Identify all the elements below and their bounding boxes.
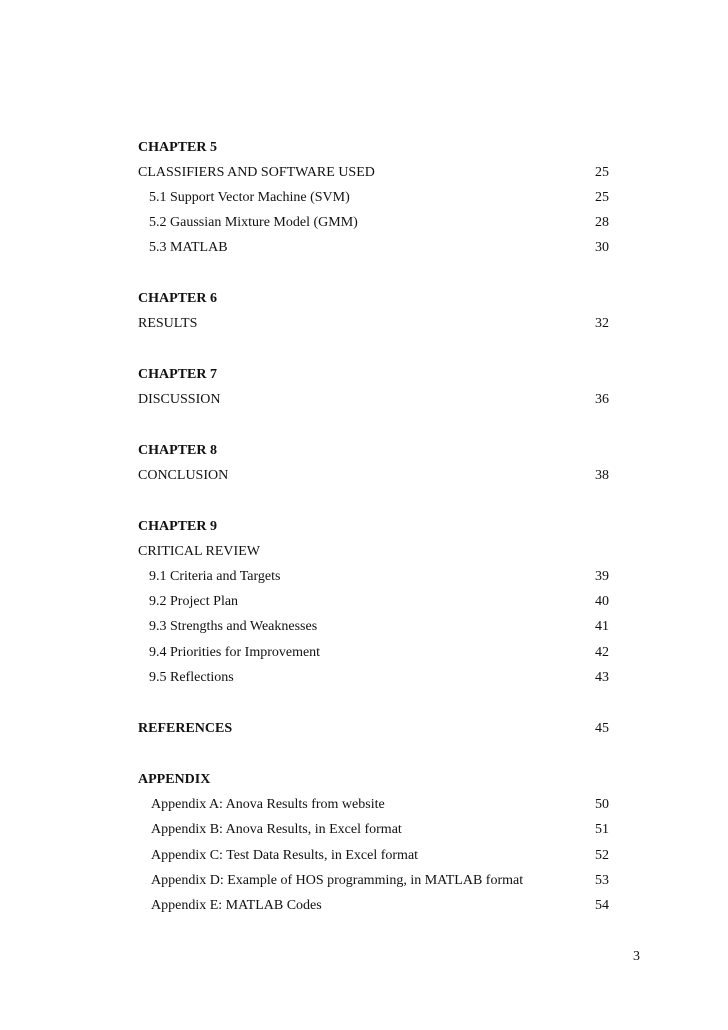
chapter-7-heading bbox=[138, 365, 618, 385]
chapter-5-heading bbox=[138, 138, 618, 158]
appendix-page: 51 bbox=[595, 822, 609, 837]
appendix-heading bbox=[138, 770, 618, 790]
chapter-heading-label: CHAPTER 8 bbox=[138, 443, 217, 458]
chapter-heading-label: CHAPTER 7 bbox=[138, 367, 217, 382]
appendix-page: 50 bbox=[595, 797, 609, 812]
section-page: 41 bbox=[595, 619, 609, 634]
appendix-heading-label: APPENDIX bbox=[138, 772, 211, 787]
toc-section-5-2 bbox=[138, 213, 618, 233]
chapter-title-label: CLASSIFIERS AND SOFTWARE USED bbox=[138, 165, 375, 180]
section-label: 5.3 MATLAB bbox=[149, 240, 228, 255]
page-number: 3 bbox=[633, 949, 640, 964]
chapter-8-title bbox=[138, 466, 618, 486]
chapter-5-title bbox=[138, 163, 618, 183]
chapter-9-title bbox=[138, 542, 618, 562]
toc-section-5-1 bbox=[138, 188, 618, 208]
appendix-label: Appendix B: Anova Results, in Excel format bbox=[151, 822, 402, 837]
toc-section-9-4 bbox=[138, 643, 618, 663]
references-label: REFERENCES bbox=[138, 721, 233, 736]
toc-section-9-2 bbox=[138, 592, 618, 612]
section-label: 5.1 Support Vector Machine (SVM) bbox=[149, 190, 350, 205]
chapter-heading-label: CHAPTER 6 bbox=[138, 291, 217, 306]
section-label: 5.2 Gaussian Mixture Model (GMM) bbox=[149, 215, 358, 230]
appendix-item-d bbox=[138, 871, 618, 891]
chapter-9-heading bbox=[138, 517, 618, 537]
chapter-title-label: CONCLUSION bbox=[138, 468, 229, 483]
toc-section-9-5 bbox=[138, 668, 618, 688]
section-label: 9.4 Priorities for Improvement bbox=[149, 645, 321, 660]
section-label: 9.3 Strengths and Weaknesses bbox=[149, 619, 318, 634]
section-page: 40 bbox=[595, 594, 609, 609]
chapter-6-heading bbox=[138, 289, 618, 309]
section-page: 43 bbox=[595, 670, 609, 685]
section-label: 9.2 Project Plan bbox=[149, 594, 239, 609]
chapter-title-label: CRITICAL REVIEW bbox=[138, 544, 260, 559]
chapter-8-heading bbox=[138, 441, 618, 461]
toc-section-5-3 bbox=[138, 238, 618, 258]
toc-section-9-1 bbox=[138, 567, 618, 587]
chapter-title-label: RESULTS bbox=[138, 316, 198, 331]
toc-section-9-3 bbox=[138, 617, 618, 637]
chapter-heading-label: CHAPTER 5 bbox=[138, 140, 217, 155]
chapter-title-page: 36 bbox=[595, 392, 609, 407]
appendix-label: Appendix C: Test Data Results, in Excel format bbox=[151, 848, 419, 863]
section-label: 9.5 Reflections bbox=[149, 670, 234, 685]
section-page: 30 bbox=[595, 240, 609, 255]
chapter-heading-label: CHAPTER 9 bbox=[138, 519, 217, 534]
section-page: 42 bbox=[595, 645, 609, 660]
chapter-6-title bbox=[138, 314, 618, 334]
section-page: 28 bbox=[595, 215, 609, 230]
chapter-title-page: 38 bbox=[595, 468, 609, 483]
references-page: 45 bbox=[595, 721, 609, 736]
appendix-page: 54 bbox=[595, 898, 609, 913]
appendix-item-e bbox=[138, 896, 618, 916]
appendix-item-a bbox=[138, 795, 618, 815]
section-page: 39 bbox=[595, 569, 609, 584]
appendix-label: Appendix D: Example of HOS programming, in MATLAB format bbox=[151, 873, 524, 888]
section-label: 9.1 Criteria and Targets bbox=[149, 569, 281, 584]
appendix-label: Appendix E: MATLAB Codes bbox=[151, 898, 322, 913]
references-entry bbox=[138, 719, 618, 739]
chapter-title-page: 25 bbox=[595, 165, 609, 180]
chapter-7-title bbox=[138, 390, 618, 410]
appendix-page: 53 bbox=[595, 873, 609, 888]
appendix-page: 52 bbox=[595, 848, 609, 863]
appendix-item-b bbox=[138, 820, 618, 840]
chapter-title-label: DISCUSSION bbox=[138, 392, 221, 407]
appendix-item-c bbox=[138, 846, 618, 866]
section-page: 25 bbox=[595, 190, 609, 205]
appendix-label: Appendix A: Anova Results from website bbox=[151, 797, 385, 812]
chapter-title-page: 32 bbox=[595, 316, 609, 331]
